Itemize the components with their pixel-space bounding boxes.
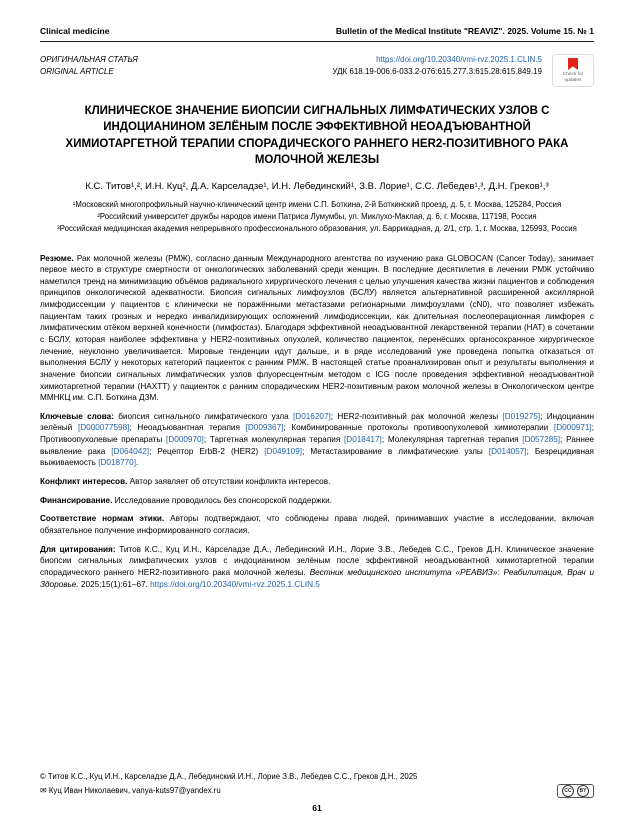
mesh-code-link[interactable]: [D000971] [553, 423, 592, 433]
keyword-term: Раннее выявление рака [40, 435, 594, 456]
keyword-term: Противоопухолевые препараты [40, 435, 167, 445]
keywords-paragraph [40, 411, 594, 469]
article-title: КЛИНИЧЕСКОЕ ЗНАЧЕНИЕ БИОПСИИ СИГНАЛЬНЫХ ЛИМФАТИЧЕСКИХ УЗЛОВ С ИНДОЦИАНИНОМ ЗЕЛЁНЫМ ПОСЛЕ ЭФФЕКТИВНОЙ НЕОАДЪЮВАНТНОЙ ХИМИОТАРГЕТНОЙ ТЕРАПИИ СПОРАДИЧЕСКОГО РАННЕГО HER2-ПОЗИТИВНОГО РАКА МОЛОЧНОЙ ЖЕЛЕЗЫ [65, 104, 569, 166]
keyword-term: Комбинированные протоколы противоопухолевой химиотерапии [291, 423, 554, 433]
article-type-block [40, 54, 332, 79]
conflict-label: Конфликт интересов. [40, 477, 128, 487]
keyword-separator: ; [560, 435, 567, 445]
keyword-separator: ; [330, 411, 338, 421]
doi-udc-block [332, 54, 542, 79]
article-type-ru: ОРИГИНАЛЬНАЯ СТАТЬЯ [40, 55, 138, 64]
keyword-term: Безрецидивная выживаемость [40, 446, 594, 468]
page-number: 61 [312, 803, 322, 813]
funding-label: Финансирование. [40, 495, 113, 505]
citation-label: Для цитирования: [40, 544, 116, 554]
keyword-separator: ; [540, 411, 547, 421]
keyword-term: Таргетная молекулярная терапия [209, 435, 345, 445]
running-header [40, 26, 594, 42]
abstract-text: Рак молочной железы (РМЖ), согласно данным Международного агентства по изучению рака GLOBOCAN (Cancer Today), занимает первое место в структуре смертности от онкологических заболеваний среди женщин. В последние десятилетия в лечении РМЖ устойчиво наметился тренд на минимизацию объёмов радикального хирургического лечения с целью улучшения качества жизни пациентов и соблюдения принципов онкологической адекватности. Биопсия сигнальных лимфоузлов (БСЛУ) является альтернативной расширенной аксиллярной лимфодиссекции у пациентов с клинически не поражёнными метастазами регионарными лимфоузлами (cN0), что позволяет избежать пациентам таких грозных и нередко инвалидизирующих осложнений лимфодиссекции, как длительная послеоперационная лимфорея с лимфатическим отёком верхней конечности (лимфостаз). Благодаря эффективной неоадъювантной лекарственной терапии (НАТ) в сочетании с БСЛУ, которая наиболее эффективна у HER2-позитивных опухолей, количество пациенток, перенёсших органосохранное хирургическое лечение, неуклонно увеличивается. Мировые тенденции идут дальше, и в ряде исследований уже проведена попытка отказаться от выполнения БСЛУ у некоторых категорий пациенток с ранним РМЖ. В настоящей статье проанализирован опыт и результаты выполнения и значение биопсии сигнальных лимфатических узлов флуоресцентным методом с ICG после проведения эффективной неоадъювантной химиотаргетной терапии (НАХТТ) у пациенток с ранним спорадическим HER2-позитивным раком молочной железы в Онкологическом центре ММНКЦ им. С.П. Боткина ДЗМ. [40, 253, 594, 403]
mesh-code-link[interactable]: [D057285] [522, 435, 561, 445]
doi-link[interactable]: https://doi.org/10.20340/vmi-rvz.2025.1.CLIN.5 [376, 55, 542, 64]
keyword-separator: ; [149, 446, 158, 456]
udc-code: УДК 618.19-006.6-033.2-076:615.277.3:615.28:615.849.19 [332, 67, 542, 77]
footer-text-block [40, 771, 417, 798]
cc-icon: CC [562, 785, 574, 797]
citation-doi-link[interactable]: https://doi.org/10.20340/vmi-rvz.2025.1.CLIN.5 [150, 579, 320, 589]
crossmark-label: Check for updates [562, 72, 584, 83]
keyword-term: HER2-позитивный рак молочной железы [337, 411, 503, 421]
citation-text: Титов К.С., Куц И.Н., Карселадзе Д.А., Лебединский И.Н., Лорие З.В., Лебедев С.С., Греков Д.Н. Клиническое значение биопсии сигнальных лимфатических узлов с индоцианином зелёным после эффективной неоадъювантной химиотаргетной терапии спорадического раннего HER2-позитивного рака молочной железы. [40, 544, 594, 577]
header-issue-label: Bulletin of the Medical Institute "REAVIZ". 2025. Volume 15. № 1 [335, 26, 594, 36]
crossmark-icon [568, 58, 578, 70]
header-section-label: Clinical medicine [40, 26, 110, 36]
keywords-label: Ключевые слова: [40, 411, 114, 421]
affiliation-2: ²Российский университет дружбы народов имени Патриса Лумумбы, ул. Миклухо-Маклая, д. 6, г. Москва, 117198, Россия [97, 212, 537, 222]
citation-paragraph [40, 544, 594, 591]
keyword-term: Неоадъювантная терапия [137, 423, 246, 433]
mesh-code-link[interactable]: [D064042] [111, 446, 150, 456]
ethics-paragraph [40, 513, 594, 536]
ethics-label: Соответствие нормам этики. [40, 514, 165, 524]
funding-text: Исследование проводилось без спонсорской поддержки. [114, 495, 332, 505]
keyword-separator: ; [526, 446, 535, 456]
keyword-term: Рецептор ErbB-2 (HER2) [157, 446, 265, 456]
keyword-separator: ; [302, 446, 311, 456]
keyword-separator: ; [129, 423, 138, 433]
keyword-term: Индоцианин зелёный [40, 411, 594, 433]
mesh-code-link[interactable]: [D019275] [502, 411, 541, 421]
mesh-code-link[interactable]: [D014057] [488, 446, 527, 456]
affiliations-block [40, 199, 594, 235]
authors-line: К.С. Титов¹,², И.Н. Куц², Д.А. Карселадзе¹, И.Н. Лебединский¹, З.В. Лорие¹, С.С. Лебедев¹,³, Д.Н. Греков¹,³ [85, 181, 549, 193]
keyword-term: биопсия сигнального лимфатического узла [118, 411, 293, 421]
mesh-code-link[interactable]: [D018417] [344, 435, 382, 445]
cc-by-icon: BY [577, 785, 589, 797]
envelope-icon: ✉ [40, 786, 47, 796]
mesh-code-link[interactable]: [D049109] [264, 446, 303, 456]
footer [40, 771, 594, 798]
cc-by-badge[interactable] [557, 784, 594, 798]
correspondence-text[interactable]: Куц Иван Николаевич, vanya-kuts97@yandex.ru [48, 786, 221, 796]
citation-pages: 2025;15(1):61–67. [80, 579, 148, 589]
crossmark-badge[interactable] [552, 54, 594, 87]
citation-journal: Вестник медицинского института «РЕАВИЗ»: Реабилитация, Врач и Здоровье. [40, 567, 594, 589]
copyright-line: © Титов К.С., Куц И.Н., Карселадзе Д.А., Лебединский И.Н., Лорие З.В., Лебедев С.С., Греков Д.Н., 2025 [40, 772, 418, 782]
mesh-code-link[interactable]: [D000077598] [77, 423, 130, 433]
mesh-code-link[interactable]: [D000970] [166, 435, 204, 445]
keyword-separator: ; [381, 435, 388, 445]
affiliation-3: ³Российская медицинская академия непрерывного профессионального образования, ул. Баррикадная, д. 2/1, стр. 1, г. Москва, 125993, Россия [57, 224, 577, 234]
keyword-term: Молекулярная таргетная терапия [387, 435, 523, 445]
keyword-separator: ; [591, 423, 594, 433]
abstract-label: Резюме. [40, 253, 74, 263]
keyword-separator: ; [283, 423, 292, 433]
funding-paragraph [40, 495, 594, 507]
meta-row [40, 54, 594, 87]
abstract-paragraph [40, 253, 594, 404]
mesh-code-link[interactable]: [D009367] [245, 423, 284, 433]
keyword-separator: ; [203, 435, 210, 445]
ethics-text: Авторы подтверждают, что соблюдены права людей, принимавших участие в исследовании, включая обязательное получение информированного согласия. [40, 514, 594, 535]
affiliation-1: ¹Московский многопрофильный научно-клинический центр имени С.П. Боткина, 2-й Боткинский проезд, д. 5, г. Москва, 125284, Россия [72, 200, 562, 210]
conflict-paragraph [40, 476, 594, 488]
correspondence-line [40, 784, 417, 798]
conflict-text: Автор заявляет об отсутствии конфликта интересов. [129, 477, 331, 487]
mesh-code-link[interactable]: [D016207] [293, 411, 331, 421]
keyword-term: Метастазирование в лимфатические узлы [310, 446, 489, 456]
keywords-list [40, 412, 594, 468]
article-type-en: ORIGINAL ARTICLE [40, 67, 114, 77]
mesh-code-link[interactable]: [D018770] [98, 458, 137, 468]
keyword-separator: . [136, 458, 139, 468]
